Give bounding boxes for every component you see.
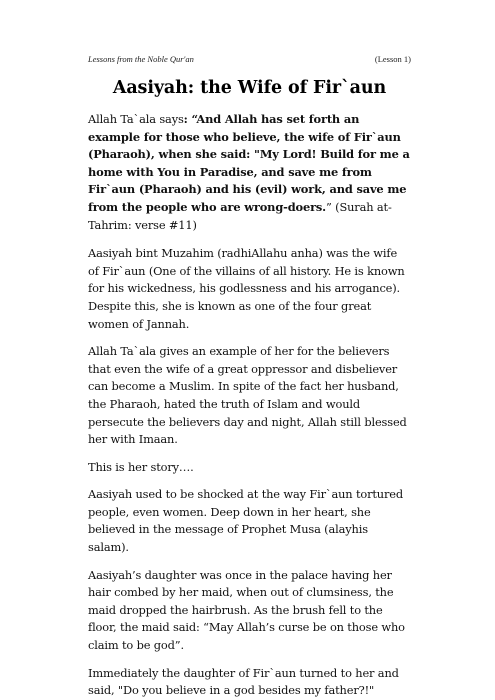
page-title: Aasiyah: the Wife of Fir`aun (112, 78, 387, 98)
verse-intro: Allah Ta`ala says (88, 112, 184, 126)
paragraph-3: This is her story…. (88, 459, 194, 474)
paragraph-5: Aasiyah’s daughter was once in the palace having her hair combed by her maid, when out of clumsiness, the maid dropped the hairbrush. As the brush fell to the floor, the maid said: “May Allah’s curse be on those who claim to be god”. (88, 567, 405, 653)
running-header (88, 54, 411, 64)
paragraph-2: Allah Ta`ala gives an example of her for the believers that even the wife of a great oppressor and disbeliever can become a Muslim. In spite of the fact her husband, the Pharaoh, hated the truth of Islam and would persecute the believers day and night, Allah still blessed her with Imaan. (88, 344, 407, 447)
verse-reference: ” (Surah at-Tahrim: verse #11) (88, 199, 392, 232)
header-lesson-number: (Lesson 1) (374, 54, 411, 64)
verse-paragraph (88, 111, 411, 234)
header-book-title: Lessons from the Noble Qur'an (88, 54, 194, 64)
paragraph-4: Aasiyah used to be shocked at the way Fir`aun tortured people, even women. Deep down in her heart, she believed in the message of Prophet Musa (alayhis salam). (88, 487, 404, 555)
verse-colon: : (183, 112, 192, 126)
paragraph-6: Immediately the daughter of Fir`aun turned to her and said, "Do you believe in a god besides my father?!" (88, 665, 399, 698)
verse-quote: “And Allah has set forth an example for those who believe, the wife of Fir`aun (Pharaoh), when she said: "My Lord! Build for me a home with You in Paradise, and save me from Fir`aun (Pharaoh) and his (evil) work, and save me from the people who are wrong-doers. (88, 112, 410, 214)
paragraph-1: Aasiyah bint Muzahim (radhiAllahu anha) was the wife of Fir`aun (One of the villains of all history. He is known for his wickedness, his godlessness and his arrogance). Despite this, she is known as one of the four great women of Jannah. (88, 246, 405, 331)
